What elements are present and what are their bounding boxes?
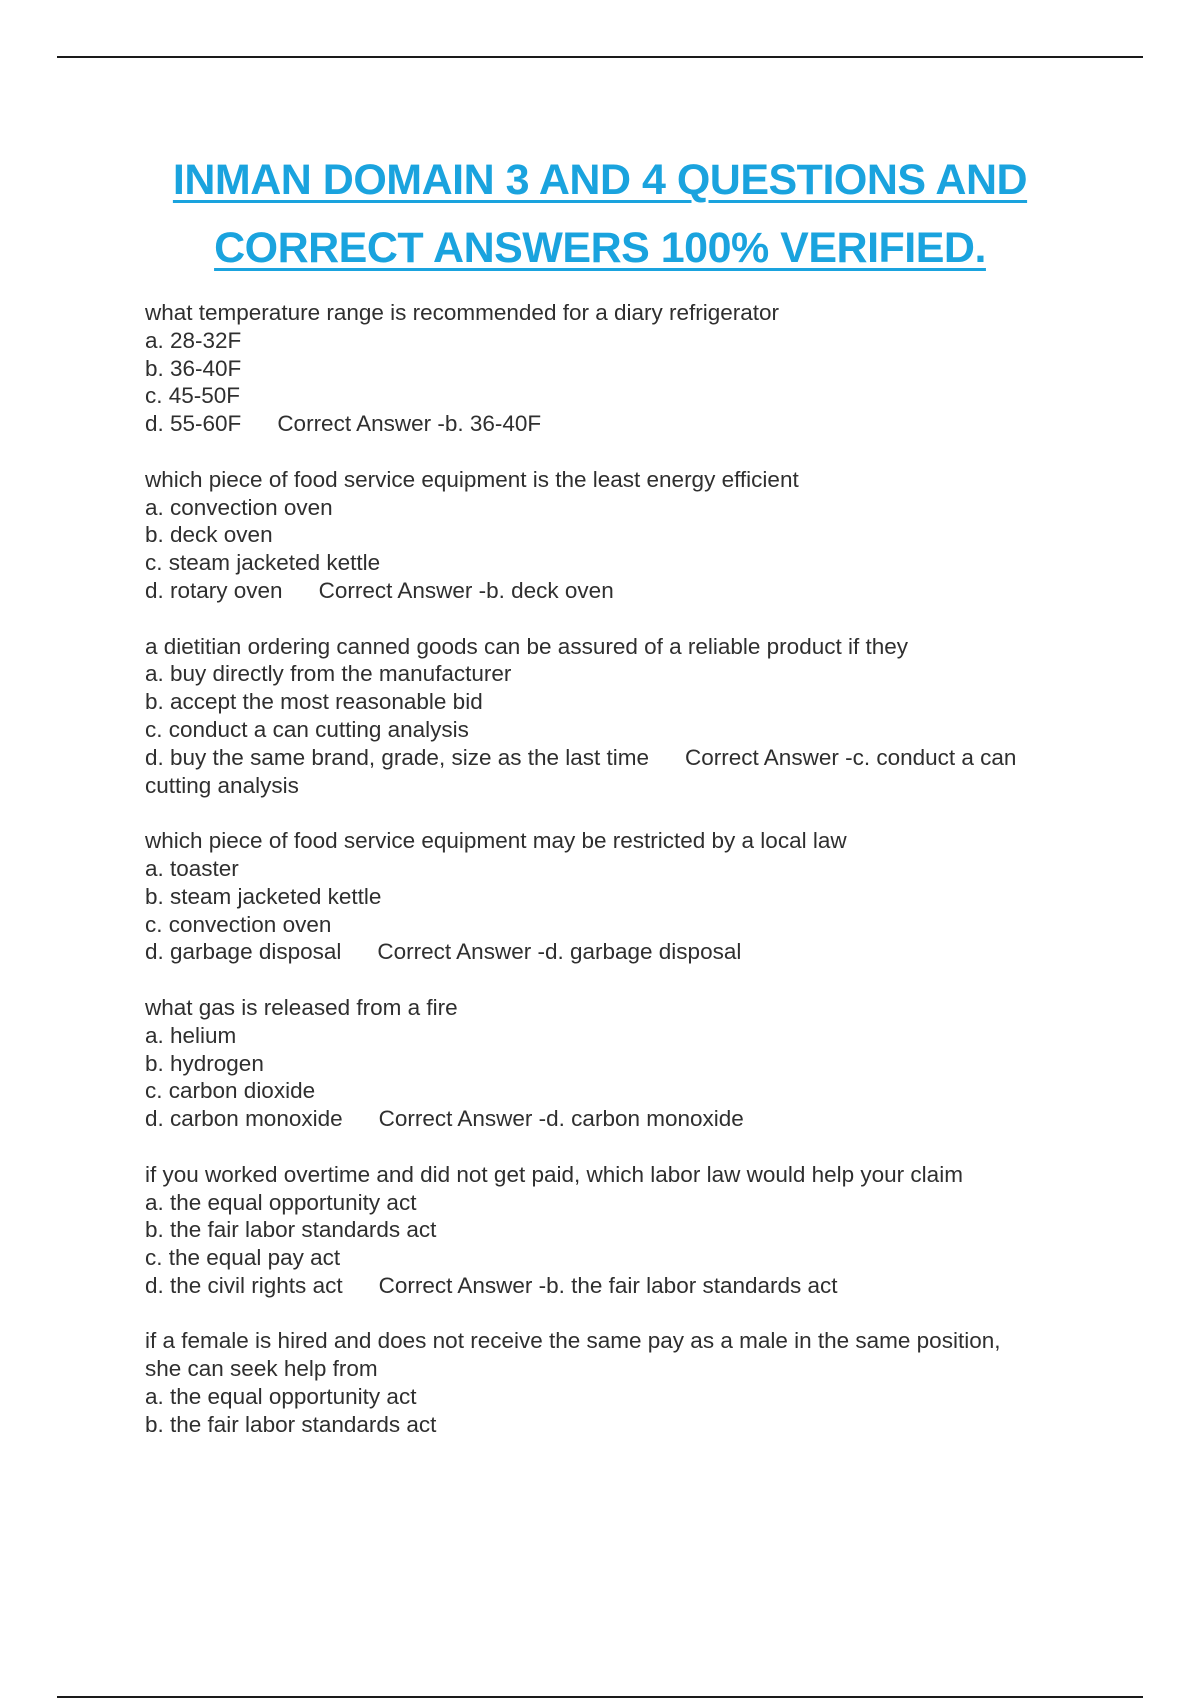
option-d-row [145, 1272, 1095, 1300]
option-a: a. 28-32F [145, 327, 242, 353]
option-a: a. convection oven [145, 494, 333, 520]
title-line-1: INMAN DOMAIN 3 AND 4 QUESTIONS AND [172, 156, 1028, 204]
question-text: if you worked overtime and did not get paid, which labor law would help your claim [145, 1161, 963, 1187]
option-d: d. rotary oven [145, 577, 283, 603]
document-title [100, 146, 1100, 282]
correct-answer: Correct Answer -b. 36-40F [277, 411, 542, 437]
option-d-row [145, 410, 1095, 438]
option-d: d. the civil rights act [145, 1272, 343, 1298]
option-b: b. 36-40F [145, 355, 242, 381]
option-c: c. the equal pay act [145, 1245, 341, 1271]
option-c: c. convection oven [145, 911, 332, 937]
option-b: b. hydrogen [145, 1050, 264, 1076]
option-d-row [145, 577, 1095, 605]
option-c: c. conduct a can cutting analysis [145, 716, 469, 742]
correct-answer: Correct Answer -d. garbage disposal [377, 939, 742, 965]
question-block-7 [145, 1327, 1095, 1438]
question-block-4 [145, 827, 1095, 966]
option-d: d. 55-60F [145, 411, 242, 437]
top-rule [57, 56, 1143, 58]
question-text: if a female is hired and does not receive the same pay as a male in the same position, [145, 1328, 1001, 1354]
option-d: d. garbage disposal [145, 939, 342, 965]
option-d: d. carbon monoxide [145, 1106, 343, 1132]
option-d: d. buy the same brand, grade, size as the last time [145, 744, 650, 770]
question-block-1 [145, 299, 1095, 438]
option-a: a. buy directly from the manufacturer [145, 661, 512, 687]
option-c: c. steam jacketed kettle [145, 550, 381, 576]
question-block-3 [145, 633, 1095, 800]
correct-answer: Correct Answer -b. the fair labor standards act [378, 1272, 838, 1298]
correct-answer: Correct Answer -c. conduct a can [685, 744, 1017, 770]
bottom-rule [57, 1696, 1143, 1698]
question-block-5 [145, 994, 1095, 1133]
title-line-2: CORRECT ANSWERS 100% VERIFIED. [214, 224, 986, 272]
question-text: which piece of food service equipment may be restricted by a local law [145, 828, 847, 854]
option-b: b. accept the most reasonable bid [145, 689, 483, 715]
option-c: c. carbon dioxide [145, 1078, 316, 1104]
option-d-row [145, 938, 1095, 966]
question-list [145, 299, 1095, 1466]
question-text: what temperature range is recommended for a diary refrigerator [145, 300, 780, 325]
option-a: a. the equal opportunity act [145, 1189, 417, 1215]
correct-answer: Correct Answer -d. carbon monoxide [378, 1106, 744, 1132]
question-text: what gas is released from a fire [145, 994, 458, 1020]
option-b: b. the fair labor standards act [145, 1217, 437, 1243]
option-a: a. the equal opportunity act [145, 1384, 417, 1410]
question-text: which piece of food service equipment is the least energy efficient [145, 466, 799, 492]
correct-answer-continued: cutting analysis [145, 772, 299, 798]
question-text-continued: she can seek help from [145, 1356, 378, 1382]
option-a: a. toaster [145, 855, 239, 881]
option-b: b. the fair labor standards act [145, 1411, 437, 1437]
question-text: a dietitian ordering canned goods can be assured of a reliable product if they [145, 633, 909, 659]
option-d-row [145, 744, 1095, 772]
correct-answer: Correct Answer -b. deck oven [318, 577, 614, 603]
option-c: c. 45-50F [145, 383, 241, 409]
option-b: b. deck oven [145, 522, 273, 548]
question-block-2 [145, 466, 1095, 605]
option-a: a. helium [145, 1022, 237, 1048]
question-block-6 [145, 1161, 1095, 1300]
option-b: b. steam jacketed kettle [145, 883, 382, 909]
option-d-row [145, 1105, 1095, 1133]
